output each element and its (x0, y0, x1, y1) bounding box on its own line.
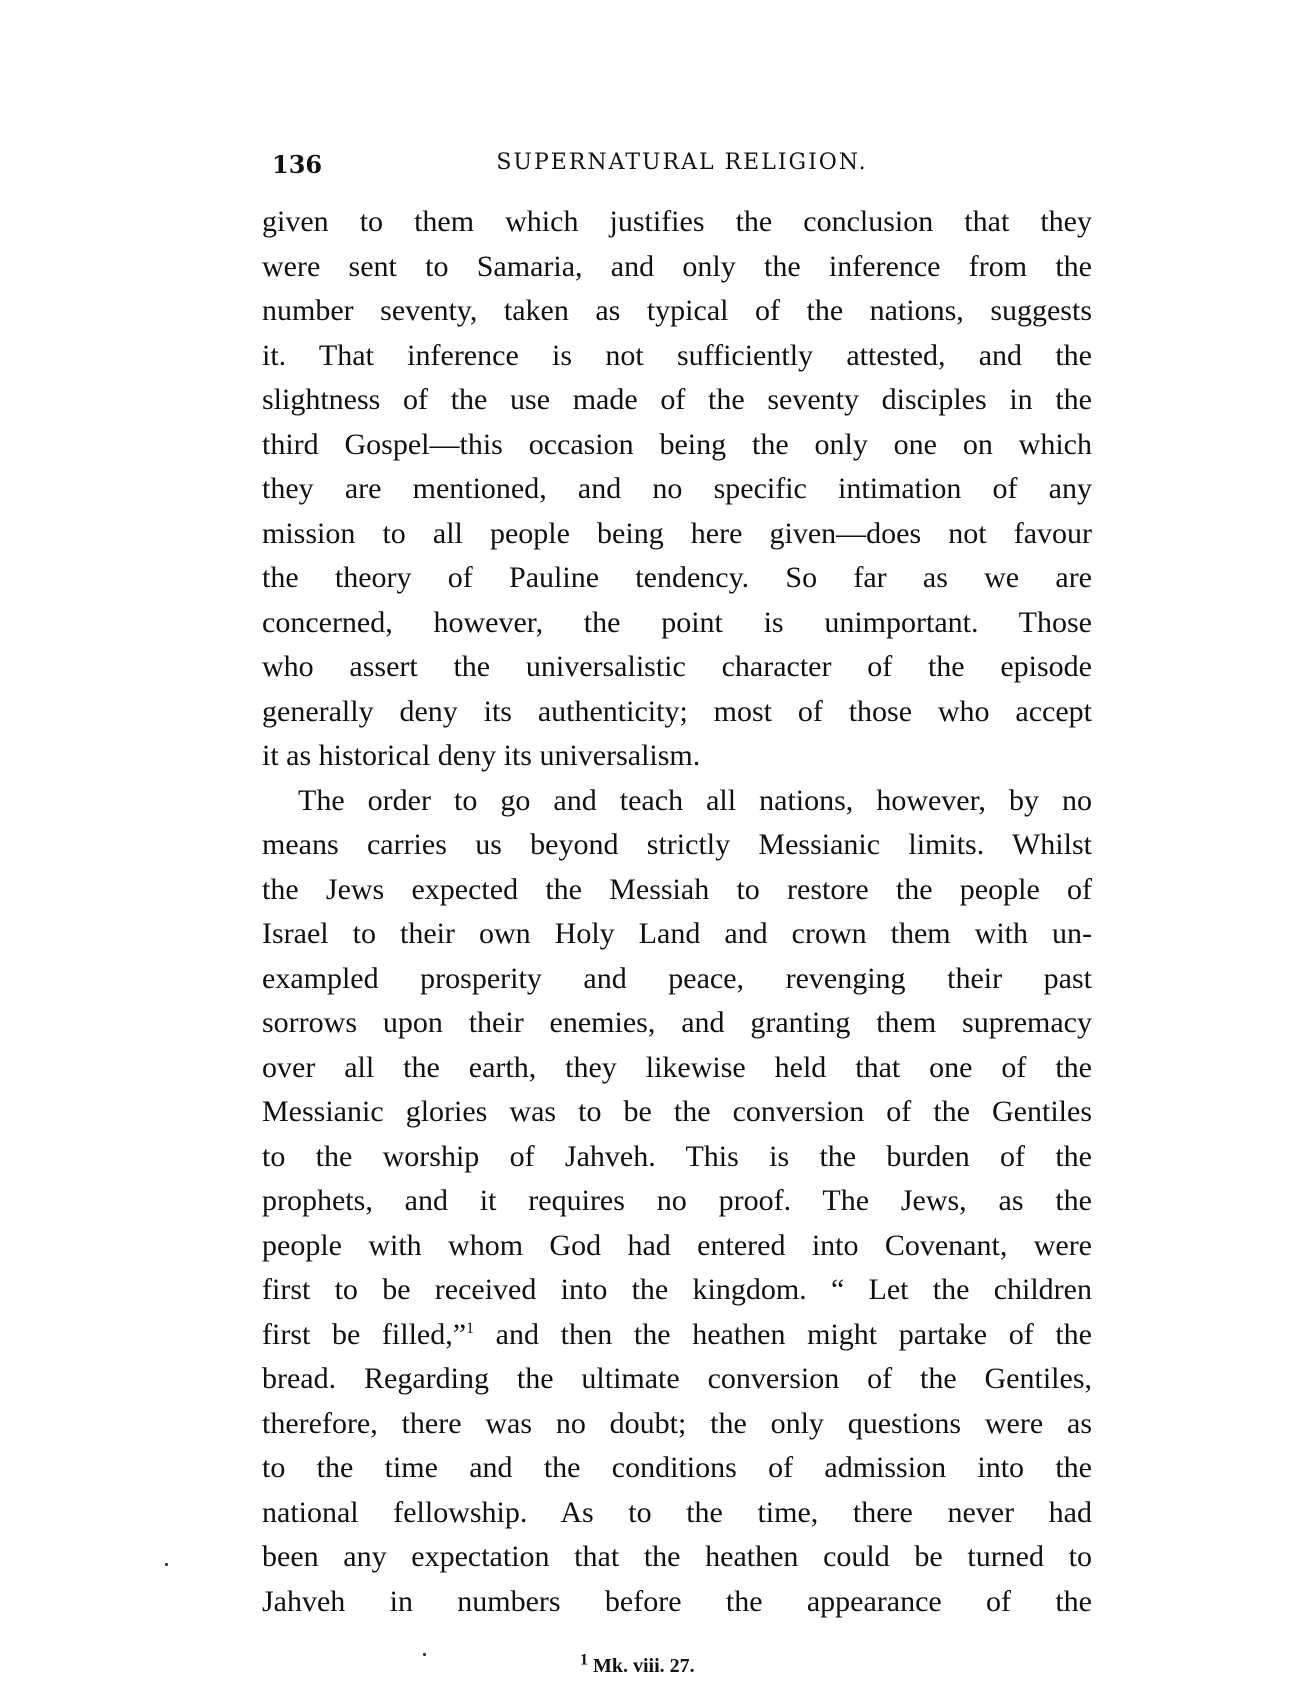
text-line: Jahveh in numbers before the appearance of the (262, 1584, 1092, 1618)
text-line: they are mentioned, and no specific intimation of any (262, 472, 1092, 505)
text-line: first to be received into the kingdom. “ Let the children (262, 1273, 1092, 1306)
footnote-reference[interactable]: 1 (466, 1319, 475, 1337)
text-line: people with whom God had entered into Covenant, were (262, 1228, 1092, 1262)
text-line: number seventy, taken as typical of the nations, suggests (262, 294, 1092, 327)
text-line: national fellowship. As to the time, there never had (262, 1495, 1092, 1529)
speck-mark (165, 1563, 168, 1566)
text-line: therefore, there was no doubt; the only questions were as (262, 1406, 1092, 1440)
text-line: the Jews expected the Messiah to restore the people of (262, 872, 1092, 906)
text-line: were sent to Samaria, and only the inference from the (262, 249, 1092, 283)
text-line: to the worship of Jahveh. This is the burden of the (262, 1139, 1092, 1173)
text-line: Israel to their own Holy Land and crown them with un- (262, 917, 1092, 950)
page-header (272, 150, 1092, 190)
footnote (580, 1651, 695, 1678)
text-line: bread. Regarding the ultimate conversion of the Gentiles, (262, 1362, 1092, 1395)
text-line: third Gospel—this occasion being the only one on which (262, 427, 1092, 461)
text-line: mission to all people being here given—does not favour (262, 516, 1092, 550)
text-line: means carries us beyond strictly Messianic limits. Whilst (262, 828, 1092, 861)
text-line: slightness of the use made of the seventy disciples in the (262, 383, 1092, 416)
page-number: 136 (272, 150, 323, 179)
running-head: SUPERNATURAL RELIGION. (496, 150, 868, 175)
text-line-with-footnote (262, 1313, 1092, 1358)
body-text (262, 200, 1092, 1624)
text-line: over all the earth, they likewise held that one of the (262, 1050, 1092, 1084)
text-line: concerned, however, the point is unimportant. Those (262, 605, 1092, 639)
text-line: Messianic glories was to be the conversion of the Gentiles (262, 1095, 1092, 1128)
text-line: it. That inference is not sufficiently attested, and the (262, 338, 1092, 372)
text-line: generally deny its authenticity; most of those who accept (262, 694, 1092, 728)
text-line-end: and then the heathen might partake of the (474, 1317, 1092, 1351)
text-line: prophets, and it requires no proof. The Jews, as the (262, 1184, 1092, 1217)
speck-mark (423, 1653, 426, 1656)
text-line: The order to go and teach all nations, however, by no (298, 783, 1092, 817)
text-line: who assert the universalistic character of the episode (262, 650, 1092, 683)
text-line: been any expectation that the heathen could be turned to (262, 1540, 1092, 1573)
text-line: the theory of Pauline tendency. So far as we are (262, 561, 1092, 594)
text-line: sorrows upon their enemies, and granting them supremacy (262, 1006, 1092, 1039)
footnote-marker: 1 (580, 1651, 588, 1669)
text-line: it as historical deny its universalism. (262, 739, 701, 772)
text-line-start: first be filled,” (262, 1317, 467, 1351)
text-line: given to them which justifies the conclusion that they (262, 205, 1092, 238)
text-line: to the time and the conditions of admission into the (262, 1451, 1092, 1484)
text-line: exampled prosperity and peace, revenging their past (262, 961, 1092, 995)
footnote-text: Mk. viii. 27. (593, 1655, 695, 1677)
